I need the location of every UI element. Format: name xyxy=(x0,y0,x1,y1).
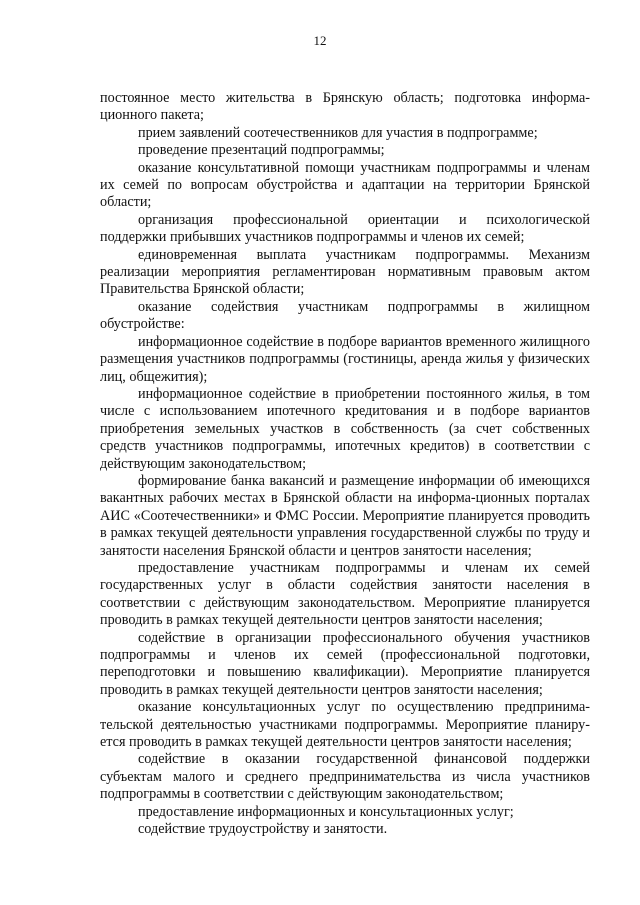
paragraph: проведение презентаций подпрограммы; xyxy=(138,142,385,159)
paragraph: единовременная выплата участникам подпрограммы. Механизм реализации мероприятия регламентирован нормативным правовым актом Правительства Брянской области; xyxy=(100,246,590,298)
paragraph: информационное содействие в приобретении постоянного жилья, в том числе с использованием ипотечного кредитования и в подборе вариантов приобретения земельных участков в собственность (за счет собственных средств участников подпрограммы, ипотечных кредитов) в соответствии с действующим законодательством; xyxy=(100,385,590,472)
paragraph: организация профессиональной ориентации и психологической поддержки прибывших участников подпрограммы и членов их семей; xyxy=(100,211,590,246)
paragraph: формирование банка вакансий и размещение информации об имеющихся вакантных рабочих местах в Брянской области на информа-ционных порталах АИС «Соотечественники» и ФМС России. Мероприятие планируется проводить в рамках текущей деятельности управления государственной службы по труду и занятости населения Брянской области и центров занятости населения; xyxy=(100,472,590,559)
document-body xyxy=(100,90,590,838)
page-number: 12 xyxy=(313,33,327,48)
paragraph: содействие в организации профессионального обучения участников подпрограммы и членов их семей (профессиональной подготовки, переподготовки и повышению квалификации). Мероприятие планируется проводить в рамках текущей деятельности центров занятости населения; xyxy=(100,629,590,698)
paragraph: оказание содействия участникам подпрограммы в жилищном обустройстве: xyxy=(100,298,590,333)
paragraph: информационное содействие в подборе вариантов временного жилищного размещения участников подпрограммы (гостиницы, аренда жилья у физических лиц, общежития); xyxy=(100,333,590,385)
paragraph: прием заявлений соотечественников для участия в подпрограмме; xyxy=(138,124,538,141)
paragraph: постоянное место жительства в Брянскую область; подготовка информа-ционного пакета; xyxy=(100,90,590,124)
paragraph: оказание консультативной помощи участникам подпрограммы и членам их семей по вопросам обустройства и адаптации на территории Брянской области; xyxy=(100,159,590,211)
paragraph: предоставление информационных и консультационных услуг; xyxy=(138,803,514,820)
paragraph: содействие трудоустройству и занятости. xyxy=(138,821,388,838)
paragraph: содействие в оказании государственной финансовой поддержки субъектам малого и среднего предпринимательства из числа участников подпрограммы в соответствии с действующим законодательством; xyxy=(100,751,590,803)
paragraph: предоставление участникам подпрограммы и членам их семей государственных услуг в области содействия занятости населения в соответствии с действующим законодательством. Мероприятие планируется проводить в рамках текущей деятельности центров занятости населения; xyxy=(100,559,590,629)
paragraph: оказание консультационных услуг по осуществлению предпринима-тельской деятельностью участниками подпрограммы. Мероприятие планиру-ется проводить в рамках текущей деятельности центров занятости населения; xyxy=(100,699,590,751)
